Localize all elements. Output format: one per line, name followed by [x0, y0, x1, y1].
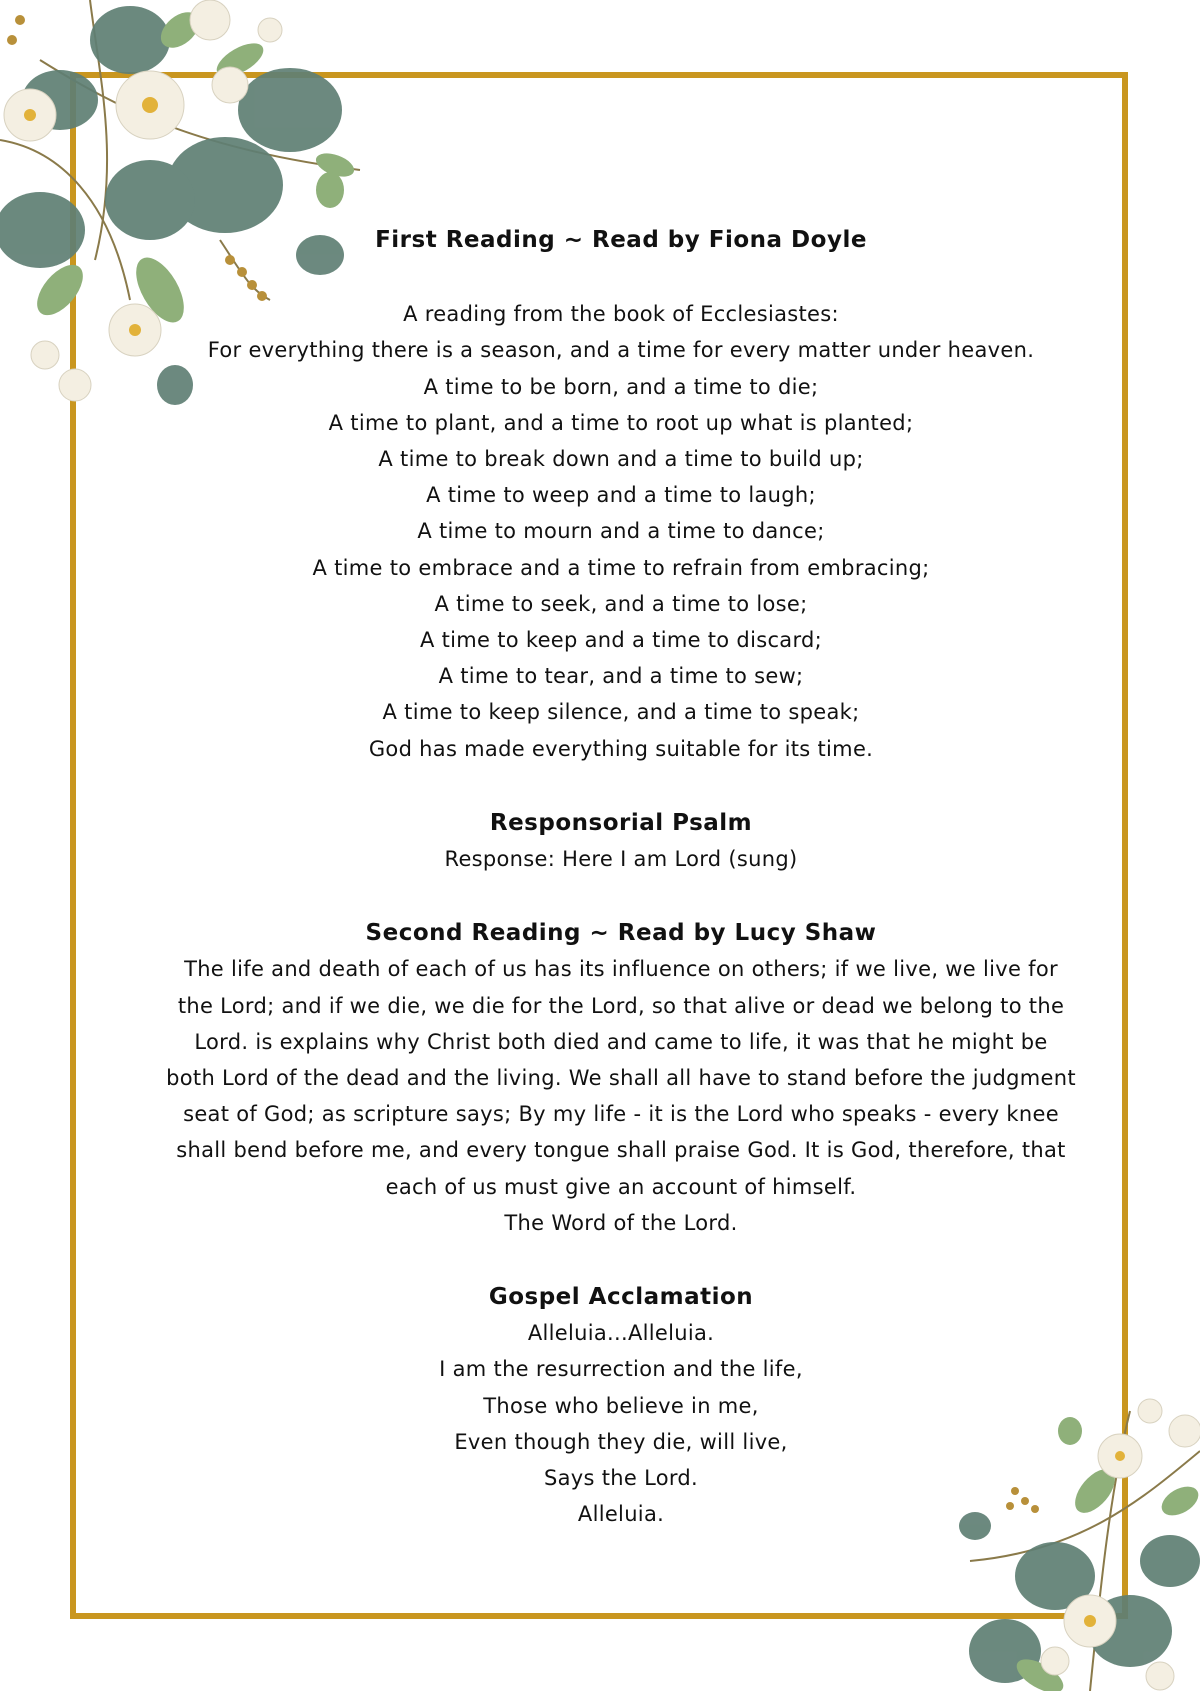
- first-reading-line: A time to tear, and a time to sew;: [438, 664, 804, 689]
- second-reading-line: the Lord; and if we die, we die for the Lord, so that alive or dead we belong to the: [177, 993, 1065, 1018]
- first-reading-heading: First Reading ~ Read by Fiona Doyle: [375, 227, 867, 253]
- spacer: [130, 1241, 1112, 1279]
- gospel-line: I am the resurrection and the life,: [439, 1357, 803, 1382]
- first-reading-line: A time to plant, and a time to root up what is planted;: [328, 410, 914, 435]
- first-reading-line: A time to weep and a time to laugh;: [426, 483, 816, 508]
- first-reading-line: A time to embrace and a time to refrain from embracing;: [312, 555, 930, 580]
- second-reading-line: each of us must give an account of himself.: [385, 1174, 857, 1199]
- first-reading-line: A time to be born, and a time to die;: [423, 374, 819, 399]
- spacer: [130, 877, 1112, 915]
- second-reading-line: Lord. is explains why Christ both died and came to life, it was that he might be: [194, 1029, 1048, 1054]
- first-reading-line: A reading from the book of Ecclesiastes:: [403, 302, 839, 327]
- first-reading-line: For everything there is a season, and a time for every matter under heaven.: [207, 338, 1035, 363]
- gospel-line: Even though they die, will live,: [454, 1429, 788, 1454]
- spacer: [130, 767, 1112, 805]
- first-reading-line: A time to seek, and a time to lose;: [434, 591, 808, 616]
- first-reading-line: A time to break down and a time to build up;: [378, 447, 864, 472]
- gospel-heading: Gospel Acclamation: [488, 1284, 754, 1311]
- second-reading-closing: The Word of the Lord.: [504, 1210, 738, 1235]
- second-reading-line: shall bend before me, and every tongue shall praise God. It is God, therefore, that: [176, 1138, 1066, 1163]
- first-reading-line: God has made everything suitable for its time.: [368, 736, 874, 761]
- gospel-line: Alleluia...Alleluia.: [527, 1321, 715, 1346]
- first-reading-line: A time to keep silence, and a time to speak;: [382, 700, 860, 725]
- first-reading-line: A time to mourn and a time to dance;: [417, 519, 825, 544]
- psalm-heading: Responsorial Psalm: [489, 809, 753, 836]
- first-reading-line: A time to keep and a time to discard;: [419, 628, 823, 653]
- second-reading-line: seat of God; as scripture says; By my life - it is the Lord who speaks - every knee: [183, 1102, 1059, 1127]
- second-reading-line: The life and death of each of us has its influence on others; if we live, we live for: [184, 957, 1058, 982]
- second-reading-heading: Second Reading ~ Read by Lucy Shaw: [365, 920, 877, 947]
- psalm-response: Response: Here I am Lord (sung): [444, 847, 798, 872]
- gospel-line: Those who believe in me,: [483, 1393, 759, 1418]
- gospel-line: Says the Lord.: [543, 1466, 699, 1491]
- spacer: [130, 258, 1112, 296]
- readings-content: [130, 222, 1112, 1533]
- second-reading-line: both Lord of the dead and the living. We shall all have to stand before the judgment: [166, 1066, 1076, 1091]
- gospel-line: Alleluia.: [577, 1502, 665, 1527]
